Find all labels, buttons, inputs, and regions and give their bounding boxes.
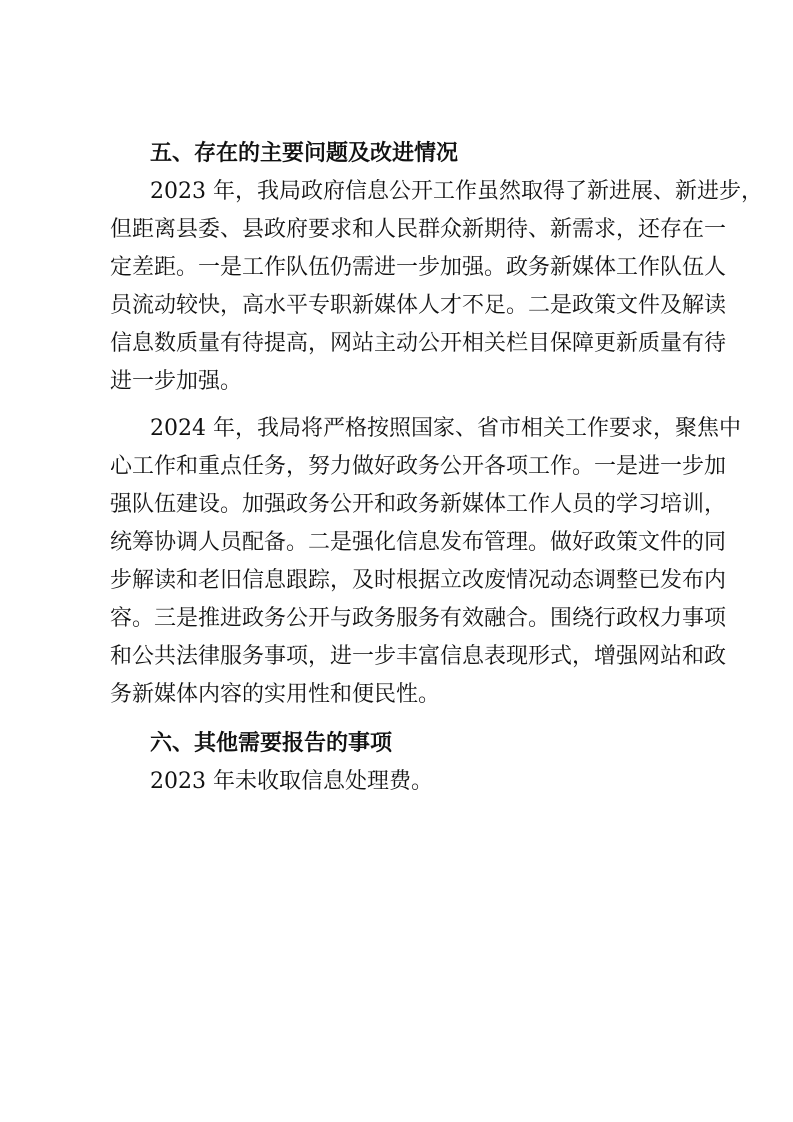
- paragraph-line: 心工作和重点任务，努力做好政务公开各项工作。一是进一步加: [110, 454, 727, 479]
- paragraph-line: 员流动较快，高水平专职新媒体人才不足。二是政策文件及解读: [110, 293, 727, 318]
- paragraph-line: 步解读和老旧信息跟踪，及时根据立改废情况动态调整已发布内: [110, 568, 727, 593]
- paragraph-line: 强队伍建设。加强政务公开和政务新媒体工作人员的学习培训，: [110, 492, 727, 517]
- paragraph-line: 务新媒体内容的实用性和便民性。: [110, 682, 441, 707]
- paragraph-line: 进一步加强。: [110, 369, 243, 394]
- section-heading-problems: 五、存在的主要问题及改进情况: [150, 141, 459, 166]
- paragraph-line: 统筹协调人员配备。二是强化信息发布管理。做好政策文件的同: [110, 530, 727, 555]
- paragraph-line: 容。三是推进政务公开与政务服务有效融合。围绕行政权力事项: [110, 606, 727, 631]
- paragraph-line: 2024 年，我局将严格按照国家、省市相关工作要求，聚焦中: [150, 416, 741, 441]
- paragraph-line: 2023 年，我局政府信息公开工作虽然取得了新进展、新进步，: [150, 179, 763, 204]
- paragraph-line: 但距离县委、县政府要求和人民群众新期待、新需求，还存在一: [110, 217, 727, 242]
- paragraph-line: 定差距。一是工作队伍仍需进一步加强。政务新媒体工作队伍人: [110, 255, 727, 280]
- paragraph-line: 和公共法律服务事项，进一步丰富信息表现形式，增强网站和政: [110, 644, 727, 669]
- paragraph-line: 信息数质量有待提高，网站主动公开相关栏目保障更新质量有待: [110, 331, 727, 356]
- section-heading-other-matters: 六、其他需要报告的事项: [150, 731, 393, 756]
- paragraph-line: 2023 年未收取信息处理费。: [150, 769, 433, 794]
